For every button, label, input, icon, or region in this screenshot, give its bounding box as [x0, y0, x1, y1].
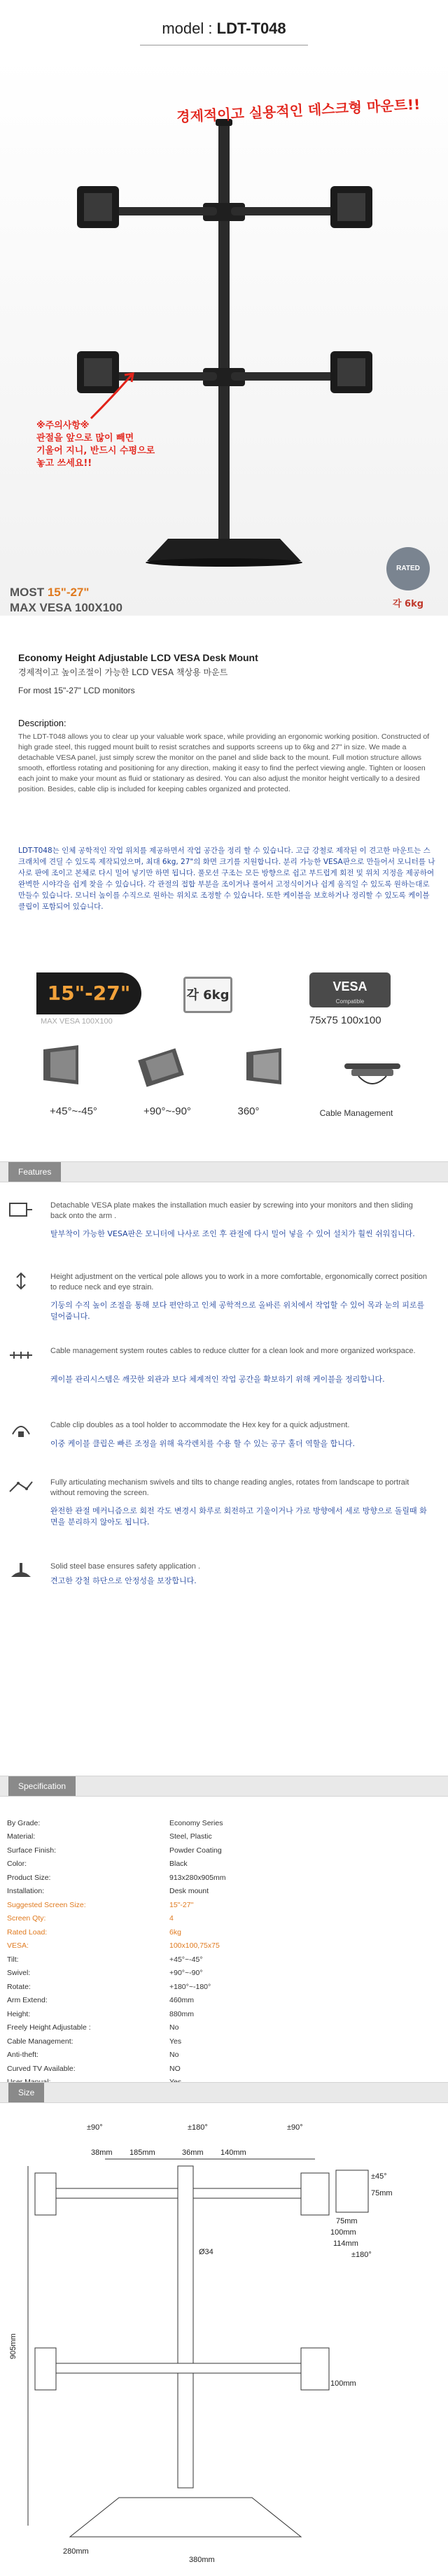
caution-line: 놓고 쓰세요!! — [36, 458, 92, 469]
vesa-badge — [309, 972, 391, 1007]
feature-text-ko: 케이블 관리시스템은 깨끗한 외관과 보다 체계적인 작업 공간을 확보하기 위해 케이블을 정리합니다. — [50, 1375, 385, 1384]
vesa-plate-icon — [8, 1201, 34, 1219]
size-range: 15"-27" — [47, 586, 90, 599]
spec-row — [7, 2048, 427, 2062]
spec-row — [7, 1830, 427, 1844]
spec-value: 4 — [169, 1914, 174, 1923]
spec-key: Curved TV Available: — [7, 2064, 76, 2073]
model-prefix: model : — [162, 20, 213, 37]
dim-185: 185mm — [130, 2149, 155, 2157]
feature-text-en: Height adjustment on the vertical pole allows you to work in a more comfortable, ergonomically correct position to reduce neck and eye strain. — [50, 1273, 428, 1291]
rotate-caption: +90°~-90° — [144, 1105, 191, 1117]
cable-management-icon — [344, 1063, 400, 1084]
spec-value: Yes — [169, 2037, 182, 2046]
dim-75v: 75mm — [371, 2189, 393, 2198]
spec-row — [7, 1816, 427, 1830]
spec-key: Height: — [7, 2009, 31, 2018]
dim-75: 75mm — [336, 2217, 358, 2225]
rated-weight: 각 6kg — [392, 599, 424, 609]
spec-row — [7, 1980, 427, 1994]
spec-row — [7, 1857, 427, 1871]
tilt-right-label: ±90° — [287, 2123, 303, 2132]
dim-100v: 100mm — [330, 2379, 356, 2388]
tilt-caption: +45°~-45° — [50, 1105, 97, 1117]
rated-badge: RATED — [386, 547, 430, 590]
height-adjust-icon — [8, 1272, 34, 1290]
spec-key: Rotate: — [7, 1982, 31, 1991]
spec-value: +180°~-180° — [169, 1982, 211, 1991]
spec-key: Color: — [7, 1860, 27, 1869]
spec-row — [7, 1939, 427, 1953]
spec-value: Economy Series — [169, 1818, 223, 1827]
features-tab: Features — [8, 1162, 61, 1182]
caution-arrow-icon — [84, 369, 140, 423]
product-for-text: For most 15"-27" LCD monitors — [18, 686, 135, 695]
dim-38: 38mm — [91, 2149, 113, 2157]
spec-value: 880mm — [169, 2009, 195, 2018]
spec-row — [7, 1843, 427, 1857]
spec-key: Installation: — [7, 1887, 45, 1896]
feature-text-ko: 기둥의 수직 높이 조절을 통해 보다 편안하고 인체 공학적으로 올바른 위치에서 작업할 수 있어 목과 눈의 피로를 덜어줍니다. — [50, 1301, 425, 1321]
specification-tab: Specification — [8, 1776, 76, 1796]
spec-value: 15"-27" — [169, 1900, 194, 1909]
description-label: Description: — [18, 718, 66, 728]
rotate-180-label: ±180° — [351, 2251, 372, 2259]
spec-row — [7, 1912, 427, 1926]
spec-value: Desk mount — [169, 1887, 209, 1896]
cable-clip-icon — [8, 1420, 34, 1438]
hero-caution-note — [36, 420, 155, 470]
size-range-badge: 15"-27" — [36, 972, 141, 1014]
model-name: LDT-T048 — [216, 20, 286, 37]
vesa-caption: 75x75 100x100 — [309, 1014, 382, 1026]
swivel-caption: 360° — [237, 1105, 260, 1117]
size-diagram — [7, 2106, 441, 2568]
spec-key: By Grade: — [7, 1818, 41, 1827]
features-section-header — [0, 1161, 448, 1182]
spec-value: Black — [169, 1860, 188, 1869]
spec-key: Tilt: — [7, 1955, 19, 1964]
base-width-dim: 380mm — [189, 2556, 215, 2564]
spec-key: Cable Management: — [7, 2037, 74, 2046]
spec-key: Swivel: — [7, 1969, 31, 1978]
spec-row — [7, 1953, 427, 1967]
dim-100: 100mm — [330, 2228, 356, 2237]
size-range-caption: MAX VESA 100X100 — [41, 1017, 113, 1026]
feature-text-ko: 완전한 관절 메커니즘으로 회전 각도 변경시 화루로 회전하고 기울이거나 가로 방향에서 세로 방향으로 돌릴때 화면을 분리하지 않아도 됩니다. — [50, 1506, 427, 1527]
dim-140: 140mm — [220, 2149, 246, 2157]
solid-base-icon — [8, 1562, 34, 1580]
hero-headline: 경제적이고 실용적인 데스크형 마운트!! — [176, 95, 421, 126]
spec-key: Arm Extend: — [7, 1996, 48, 2005]
vesa-badge-sub: Compatible — [335, 998, 365, 1005]
feature-text-en: Solid steel base ensures safety application . — [50, 1562, 201, 1571]
feature-text-ko: 탈부착이 가능한 VESA판은 모니터에 나사로 조인 후 관절에 다시 밀어 넣을 수 있어 설치가 훨씬 쉬워집니다. — [50, 1229, 415, 1238]
spec-row — [7, 1871, 427, 1885]
spec-value: NO — [169, 2064, 181, 2073]
spec-key: VESA: — [7, 1941, 29, 1951]
spec-value: +90°~-90° — [169, 1969, 203, 1978]
caution-line: ※주의사항※ — [36, 420, 90, 431]
vesa-badge-label: VESA — [332, 979, 368, 993]
rotate-icon — [138, 1048, 184, 1087]
tilt-left-label: ±90° — [87, 2123, 103, 2132]
tilt-icon — [43, 1045, 78, 1084]
spec-row — [7, 1994, 427, 2008]
dim-36: 36mm — [182, 2149, 204, 2157]
spec-key: Suggested Screen Size: — [7, 1900, 86, 1909]
spec-table — [7, 1816, 427, 2089]
description-en: The LDT-T048 allows you to clear up your valuable work space, while providing an ergonomic working position. Constructed of high grade steel, this rugged mount built to resist scratches and supports screens up to 6kg and 27" in size. We made a detachable VESA panel, just simply screw the monitor on the panel and slide back to the mount. Full motion structure allows smooth, effortless rotating and positioning for any direction, making it easy to find the perfect viewing angle. Tighten or loosen each joint to make your mount as fluid or stationary as desired. You can also adjust the monitor height vertically to a desired position. Besides, cable clip is included for keeping cables organized and protected. — [18, 733, 430, 793]
spec-key: Screen Qty: — [7, 1914, 46, 1923]
feature-text-en: Fully articulating mechanism swivels and tilts to change reading angles, rotates from landscape to portrait without removing the screen. — [50, 1478, 410, 1497]
motion-icons — [36, 1042, 414, 1098]
spec-row — [7, 2021, 427, 2035]
weight-badge: 각 6kg — [183, 977, 232, 1013]
product-subtitle: 경제적이고 높이조절이 가능한 LCD VESA 책상용 마운트 — [18, 667, 228, 677]
spec-row — [7, 2034, 427, 2048]
caution-line: 관절을 앞으로 많이 빼면 — [36, 433, 134, 444]
spec-key: Anti-theft: — [7, 2051, 38, 2060]
spec-row — [7, 1898, 427, 1912]
feature-text-en: Cable management system routes cables to reduce clutter for a clean look and more organized workspace. — [50, 1347, 416, 1355]
feature-text-ko: 견고한 강철 하단으로 안정성을 보장합니다. — [50, 1576, 197, 1585]
spec-value: No — [169, 2023, 179, 2032]
spec-row — [7, 1925, 427, 1939]
rotate-45-label: ±45° — [371, 2172, 387, 2181]
cable-management-icon — [8, 1346, 34, 1364]
feature-text-en: Detachable VESA plate makes the installation much easier by screwing into your monitors and then sliding back onto the arm . — [50, 1201, 413, 1220]
spec-value: No — [169, 2051, 179, 2060]
feature-text-en: Cable clip doubles as a tool holder to accommodate the Hex key for a quick adjustment. — [50, 1421, 350, 1429]
spec-value: +45°~-45° — [169, 1955, 203, 1964]
size-prefix: MOST — [10, 586, 45, 599]
feature-text-ko: 이중 케이블 클립은 빠른 조정을 위해 육각렌치를 수용 할 수 있는 공구 홀더 역할을 합니다. — [50, 1439, 355, 1448]
spec-row — [7, 1885, 427, 1899]
specification-section-header — [0, 1776, 448, 1797]
spec-key: Surface Finish: — [7, 1846, 57, 1855]
spec-key: Material: — [7, 1832, 36, 1841]
spec-row — [7, 2062, 427, 2076]
spec-value: 6kg — [169, 1927, 181, 1937]
spec-key: Product Size: — [7, 1873, 51, 1882]
hero-size-info — [10, 585, 122, 616]
spec-key: Rated Load: — [7, 1927, 48, 1937]
quad-monitor-stand-image — [63, 119, 385, 567]
model-title — [0, 20, 448, 38]
spec-value: 913x280x905mm — [169, 1873, 226, 1882]
spec-value: 460mm — [169, 1996, 195, 2005]
spec-value: Steel, Plastic — [169, 1832, 212, 1841]
cable-caption: Cable Management — [319, 1108, 393, 1118]
hero-section — [0, 56, 448, 616]
spec-row — [7, 1967, 427, 1981]
base-depth-dim: 280mm — [63, 2547, 89, 2556]
caution-line: 기울어 지니, 반드시 수평으로 — [36, 446, 155, 456]
tilt-mid-label: ±180° — [188, 2123, 208, 2132]
product-title: Economy Height Adjustable LCD VESA Desk Mount — [18, 652, 258, 663]
spec-key: Freely Height Adjustable : — [7, 2023, 91, 2032]
dim-114: 114mm — [333, 2239, 358, 2248]
max-vesa: MAX VESA 100X100 — [10, 601, 122, 614]
description-ko: LDT-T048는 인체 공학적인 작업 위치를 제공하면서 작업 공간을 정리 할 수 있습니다. 고급 강철로 제작된 이 견고한 마운트는 스크래치에 견딜 수 있도록 제작되었으며, 최대 6kg, 27"의 화면 크기를 지원합니다. 분리 가능한 VESA판으로 만들어서 모니터를 나사로 판에 조이고 본체로 다시 밀어 넣기만 하면 됩니다. 풀모션 구조는 모든 방향으로 쉽고 부드럽게 회전 및 위치 지정을 제공하여 완벽한 시야각을 쉽게 찾을 수 있습니다. 각 관절의 접합 부분을 조이거나 풀어서 고정식이거나 쉽게 움직일 수 있도록 원하는대로 만들수 있습니다. 모니터 높이를 수직으로 원하는 위치로 조정할 수 있습니다. 또한 케이블을 보호하거나 정리할 수 있도록 케이블 클립이 포함되어 있습니다. — [18, 847, 435, 911]
spec-value: 100x100,75x75 — [169, 1941, 220, 1951]
spec-row — [7, 2007, 427, 2021]
pole-diameter: Ø34 — [199, 2248, 214, 2256]
size-section-header — [0, 2082, 448, 2103]
size-tab: Size — [8, 2083, 44, 2102]
articulating-arm-icon — [8, 1478, 34, 1496]
spec-value: Powder Coating — [169, 1846, 222, 1855]
height-dim: 905mm — [9, 2333, 18, 2359]
swivel-icon — [246, 1048, 281, 1084]
